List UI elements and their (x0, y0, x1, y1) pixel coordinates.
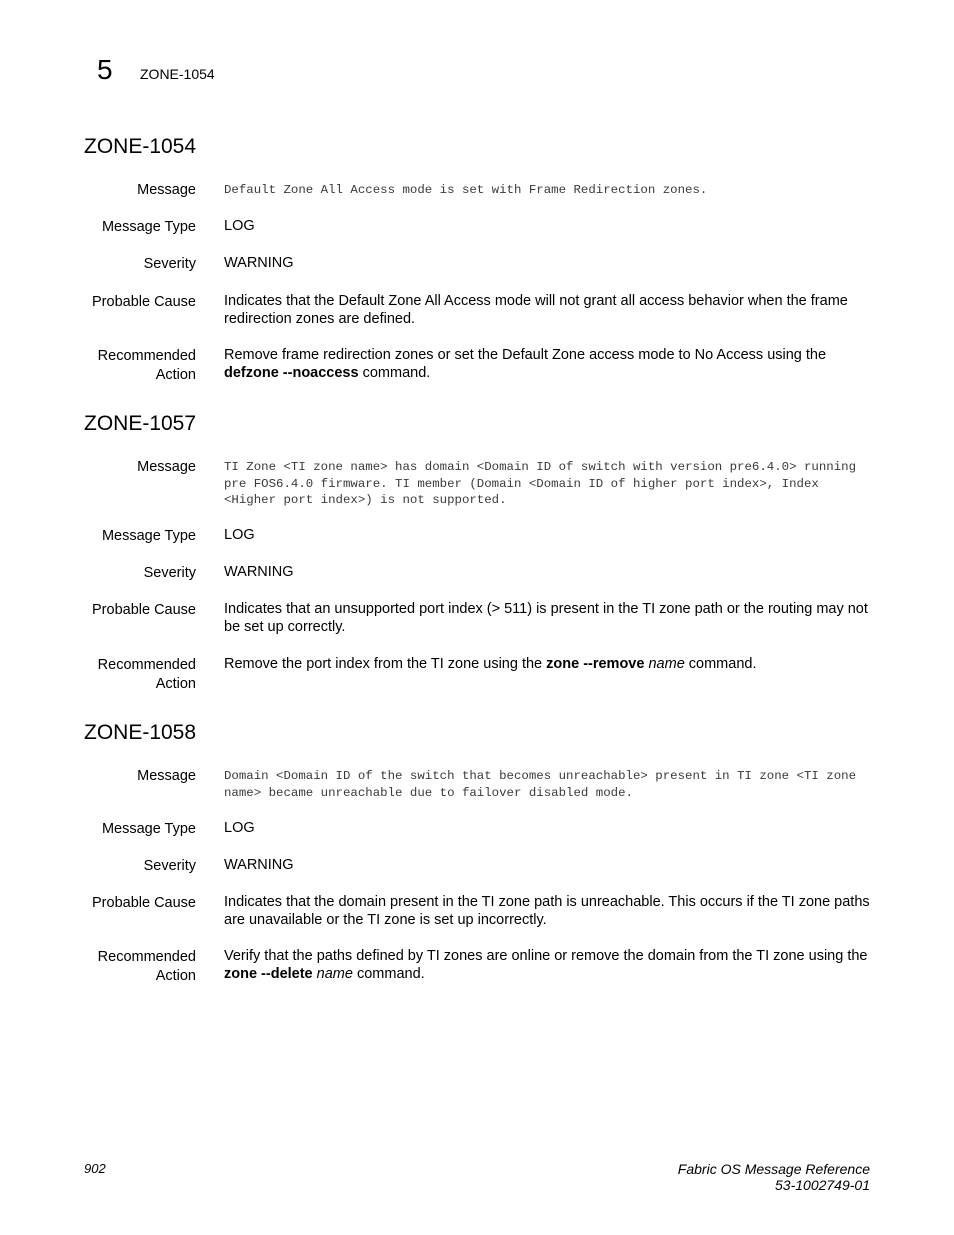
recommended-action-text: Remove the port index from the TI zone using the zone --remove name command. (224, 656, 757, 672)
chapter-number: 5 (97, 54, 113, 85)
probable-cause-text: Indicates that an unsupported port index (> 511) is present in the TI zone path or the routing may not be set up correctly. (224, 601, 868, 635)
label-probable-cause: Probable Cause (92, 602, 196, 618)
label-recommended-action: Recommended Action (97, 348, 196, 383)
label-message: Message (137, 768, 196, 784)
command-argument: name (648, 656, 685, 672)
command-name: zone --delete (224, 965, 313, 982)
command-name: zone --remove (546, 656, 645, 672)
message-text: TI Zone <TI zone name> has domain <Domain ID of switch with version pre6.4.0> running pre FOS6.4.0 firmware. TI member (Domain <Domain ID of higher port index>, Index <Higher port index>) is not supported. (224, 460, 857, 507)
label-message: Message (137, 459, 196, 475)
label-probable-cause: Probable Cause (92, 294, 196, 310)
label-severity: Severity (143, 565, 196, 581)
recommended-action-text: Verify that the paths defined by TI zones are online or remove the domain from the TI zone using the zone --delete name command. (224, 948, 868, 982)
label-message: Message (137, 182, 196, 198)
page-number: 902 (84, 1161, 106, 1176)
command-name: defzone --noaccess (224, 364, 359, 381)
section-title: ZONE-1058 (84, 721, 197, 744)
severity-value: WARNING (224, 255, 294, 271)
severity-value: WARNING (224, 564, 294, 580)
label-severity: Severity (143, 256, 196, 272)
label-message-type: Message Type (101, 219, 196, 235)
label-probable-cause: Probable Cause (92, 895, 196, 911)
message-type-value: LOG (224, 527, 255, 543)
label-message-type: Message Type (101, 528, 196, 544)
label-recommended-action: Recommended Action (97, 949, 196, 984)
running-header: ZONE-1054 (140, 66, 215, 82)
probable-cause-text: Indicates that the Default Zone All Access mode will not grant all access behavior when the frame redirection zones are defined. (224, 293, 848, 327)
document-info: Fabric OS Message Reference 53-1002749-01 (677, 1161, 870, 1193)
section-title: ZONE-1054 (84, 135, 197, 158)
label-recommended-action: Recommended Action (97, 657, 196, 692)
severity-value: WARNING (224, 857, 294, 873)
label-severity: Severity (143, 858, 196, 874)
recommended-action-text: Remove frame redirection zones or set the Default Zone access mode to No Access using the defzone --noaccess command. (224, 347, 827, 381)
message-type-value: LOG (224, 218, 255, 234)
label-message-type: Message Type (101, 821, 196, 837)
message-text: Default Zone All Access mode is set with Frame Redirection zones. (224, 183, 708, 197)
section-title: ZONE-1057 (84, 412, 197, 435)
message-text: Domain <Domain ID of the switch that becomes unreachable> present in TI zone <TI zone name> became unreachable due to failover disabled mode. (224, 769, 857, 800)
command-argument: name (316, 965, 353, 982)
probable-cause-text: Indicates that the domain present in the TI zone path is unreachable. This occurs if the TI zone paths are unavailable or the TI zone is set up incorrectly. (224, 894, 870, 928)
message-type-value: LOG (224, 820, 255, 836)
